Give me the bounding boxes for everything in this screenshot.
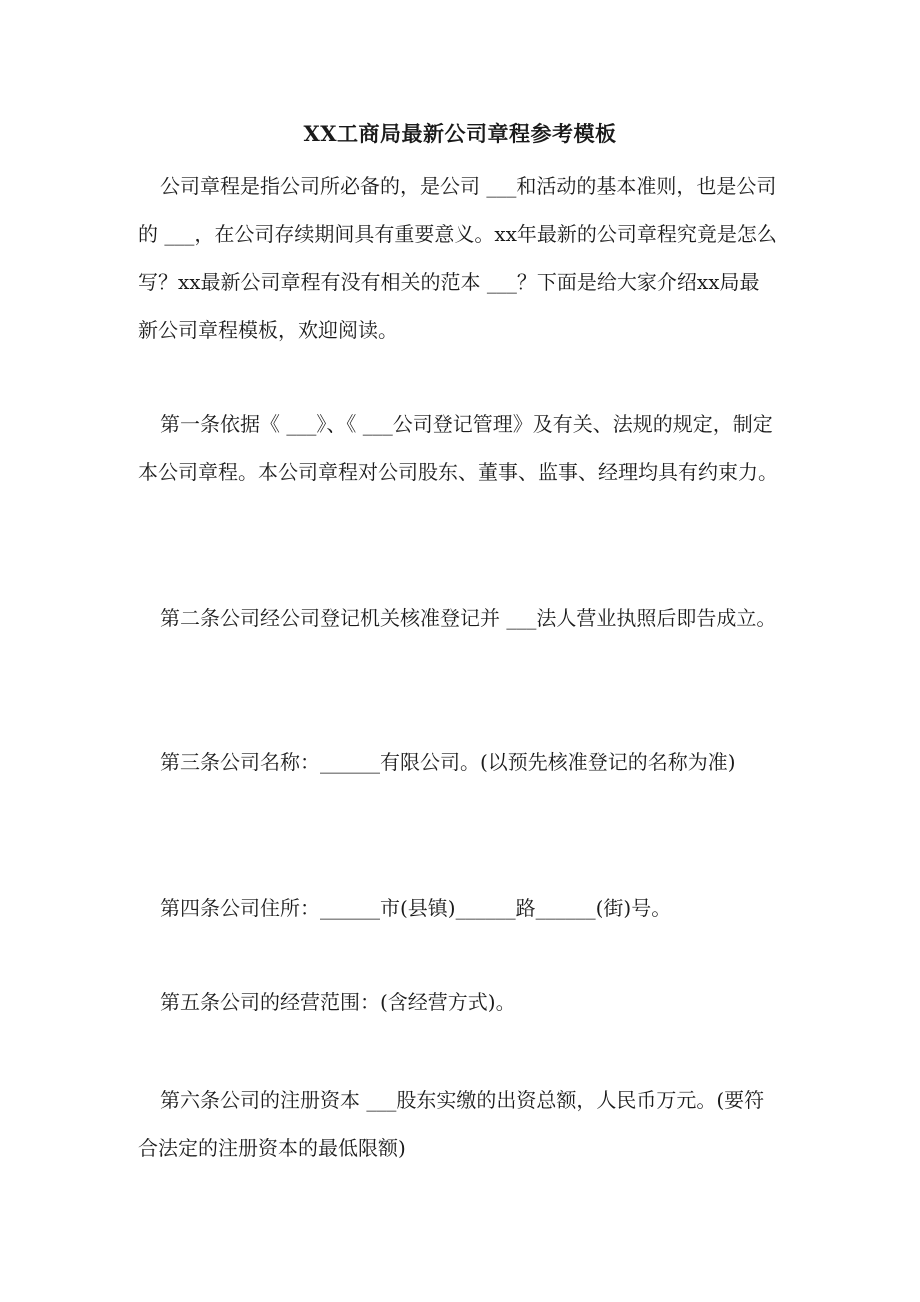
article-6: 第六条公司的注册资本 ___股东实缴的出资总额，人民币万元。(要符合法定的注册资本的最低限额) xyxy=(138,1088,765,1160)
article-2: 第二条公司经公司登记机关核准登记并 ___法人营业执照后即告成立。 xyxy=(160,606,777,630)
article-1: 第一条依据《 ___》、《 ___公司登记管理》及有关、法规的规定，制定本公司章程。本公司章程对公司股东、董事、监事、经理均具有约束力。 xyxy=(138,412,778,484)
intro-paragraph: 公司章程是指公司所必备的，是公司 ___和活动的基本准则，也是公司的 ___，在公司存续期间具有重要意义。xx年最新的公司章程究竟是怎么写？xx最新公司章程有没有相关的范本 ___？下面是给大家介绍xx局最新公司章程模板，欢迎阅读。 xyxy=(138,174,777,342)
article-3: 第三条公司名称：______有限公司。(以预先核准登记的名称为准) xyxy=(160,750,736,774)
article-4: 第四条公司住所：______市(县镇)______路______(街)号。 xyxy=(160,896,672,920)
document-title: XX工商局最新公司章程参考模板 xyxy=(303,121,617,146)
article-5: 第五条公司的经营范围：(含经营方式)。 xyxy=(160,990,516,1014)
